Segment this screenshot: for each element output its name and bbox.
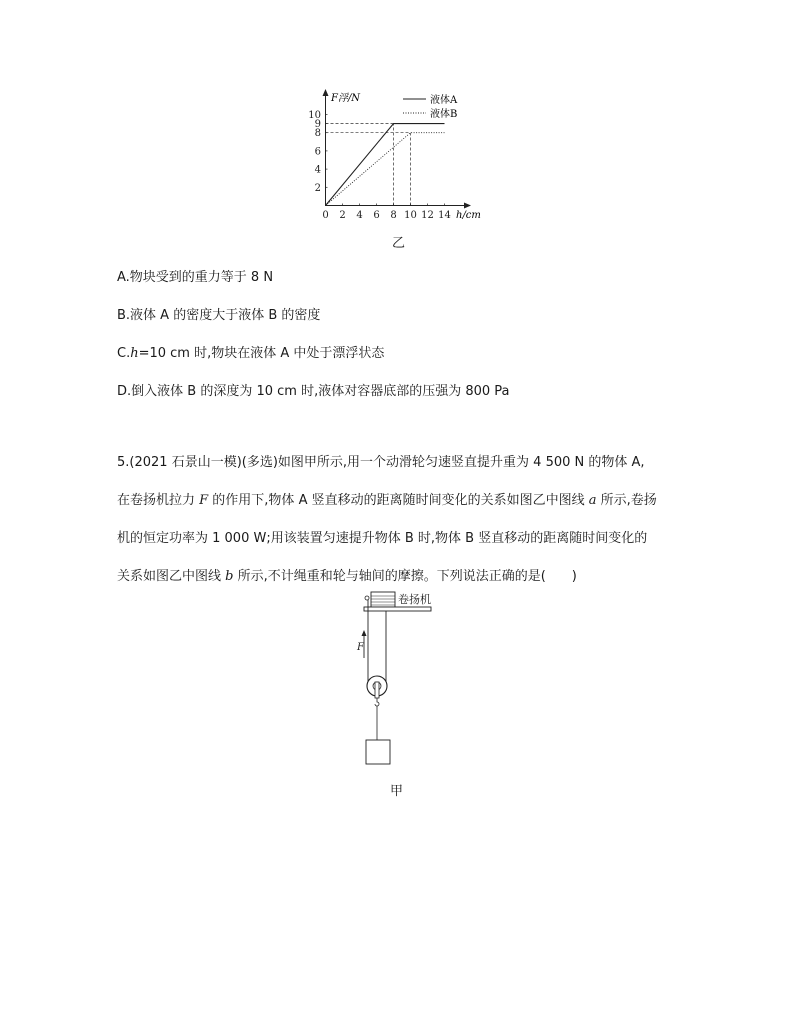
y-tick-label-1: 4 [314, 164, 321, 176]
q5-var-b: b [225, 569, 234, 584]
x-tick-label-2: 4 [356, 210, 363, 221]
x-axis-arrow [464, 203, 471, 209]
option-c-text: =10 cm 时,物块在液体 A 中处于漂浮状态 [138, 346, 385, 361]
x-tick-label-5: 10 [404, 210, 417, 221]
load-block [366, 740, 390, 764]
x-tick-label-6: 12 [421, 210, 434, 221]
q5-l4b: 所示,不计绳重和轮与轴间的摩擦。下列说法正确的是( ) [233, 569, 577, 584]
question5-line4 [117, 565, 577, 584]
buoyancy-chart [300, 86, 500, 226]
series-line-1 [326, 133, 445, 206]
platform [364, 607, 431, 611]
y-axis-arrow [323, 89, 329, 96]
x-tick-label-4: 8 [390, 210, 397, 221]
y-tick-label-2: 6 [314, 146, 321, 158]
q5-var-F: F [199, 493, 209, 508]
x-tick-label-3: 6 [373, 210, 380, 221]
pulley-diagram [350, 588, 440, 778]
winch-hook [365, 596, 369, 600]
q5-l2b: 的作用下,物体 A 竖直移动的距离随时间变化的关系如图乙中图线 [208, 493, 589, 508]
q5-var-a: a [588, 493, 597, 508]
y-tick-label-0: 2 [314, 182, 321, 194]
legend-b-label: 液体B [430, 109, 458, 120]
y-tick-label-3: 8 [314, 128, 321, 140]
x-axis-title: h/cm [456, 210, 481, 221]
y-axis-title: F浮/N [331, 93, 361, 104]
question5-line3: 机的恒定功率为 1 000 W;用该装置匀速提升物体 B 时,物体 B 竖直移动的距离随时间变化的 [117, 531, 648, 546]
question5-line1: 5.(2021 石景山一模)(多选)如图甲所示,用一个动滑轮匀速竖直提升重为 4 500 N 的物体 A, [117, 455, 645, 470]
y-tick-label-4: 9 [314, 119, 321, 131]
chart-marks [308, 110, 451, 221]
series-line-0 [326, 124, 445, 206]
pulley-hook [375, 698, 379, 706]
option-c-var: h [130, 346, 139, 361]
force-label: F [357, 642, 364, 653]
y-tick-label-5: 10 [308, 110, 321, 121]
q5-l4a: 关系如图乙中图线 [117, 569, 226, 584]
option-c-prefix: C. [117, 346, 131, 361]
q5-l2a: 在卷扬机拉力 [117, 493, 200, 508]
option-c [117, 342, 384, 361]
pulley-frame [375, 682, 379, 698]
x-tick-label-7: 14 [438, 210, 451, 221]
q5-l2c: 所示,卷扬 [596, 493, 657, 508]
figure-jia-caption: 甲 [390, 784, 404, 799]
question5-line2 [117, 489, 657, 508]
option-a: A.物块受到的重力等于 8 N [117, 270, 274, 285]
figure-yi-caption: 乙 [392, 236, 406, 251]
x-tick-label-0: 0 [322, 210, 329, 221]
option-b: B.液体 A 的密度大于液体 B 的密度 [117, 308, 321, 323]
option-d: D.倒入液体 B 的深度为 10 cm 时,液体对容器底部的压强为 800 Pa [117, 384, 510, 399]
legend-a-label: 液体A [430, 95, 458, 106]
winch-label: 卷扬机 [398, 593, 431, 606]
x-tick-label-1: 2 [339, 210, 346, 221]
